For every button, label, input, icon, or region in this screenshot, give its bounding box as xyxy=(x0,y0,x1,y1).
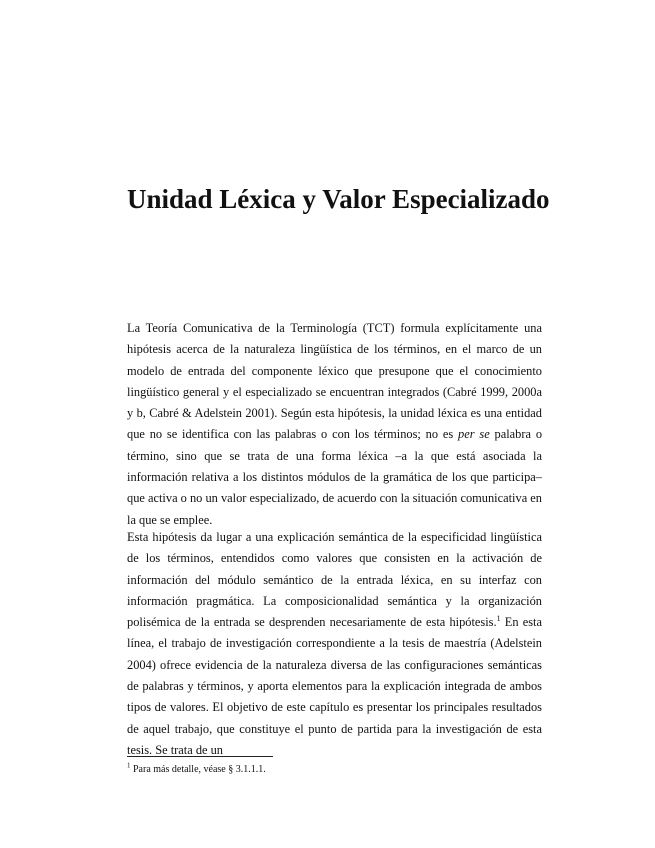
body-paragraph-1 xyxy=(127,318,542,531)
footnote-text: Para más detalle, véase § 3.1.1.1. xyxy=(130,764,266,775)
footnote xyxy=(127,763,542,777)
body-paragraph-2 xyxy=(127,527,542,761)
footnote-divider xyxy=(127,756,273,757)
paragraph-1-emphasis: per se xyxy=(458,427,490,442)
chapter-title: Unidad Léxica y Valor Especializado xyxy=(127,184,550,214)
paragraph-2-text-a: Esta hipótesis da lugar a una explicación semántica de la especificidad lingüística de los términos, entendidos como valores que consisten en la activación de información del módulo semántico de la entrada léxica, en su interfaz con información pragmática. La composicionalidad semántica y la organización polisémica de la entrada se desprenden necesariamente de esta hipótesis. xyxy=(127,530,542,630)
paragraph-1-text-a: La Teoría Comunicativa de la Terminología (TCT) formula explícitamente una hipótesis acerca de la naturaleza lingüística de los términos, en el marco de un modelo de entrada del componente léxico que presupone que el conocimiento lingüístico general y el especializado se encuentran integrados (Cabré 1999, 2000a y b, Cabré & Adelstein 2001). Según esta hipótesis, la unidad léxica es una entidad que no se identifica con las palabras o con los términos; no es xyxy=(127,321,542,442)
paragraph-2-text-b: En esta línea, el trabajo de investigación correspondiente a la tesis de maestría (Adelstein 2004) ofrece evidencia de la naturaleza diversa de las configuraciones semánticas de palabras y términos, y aporta elementos para la explicación integrada de ambos tipos de valores. El objetivo de este capítulo es presentar los principales resultados de aquel trabajo, que constituye el punto de partida para la investigación de esta tesis. Se trata de un xyxy=(127,615,542,757)
footnote-reference[interactable]: 1 xyxy=(496,614,501,624)
paragraph-1-text-b: palabra o término, sino que se trata de una forma léxica –a la que está asociada la información relativa a los distintos módulos de la gramática de los que participa– que activa o no un valor especializado, de acuerdo con la situación comunicativa en la que se emplee. xyxy=(127,427,543,527)
footnote-number: 1 xyxy=(127,761,131,770)
